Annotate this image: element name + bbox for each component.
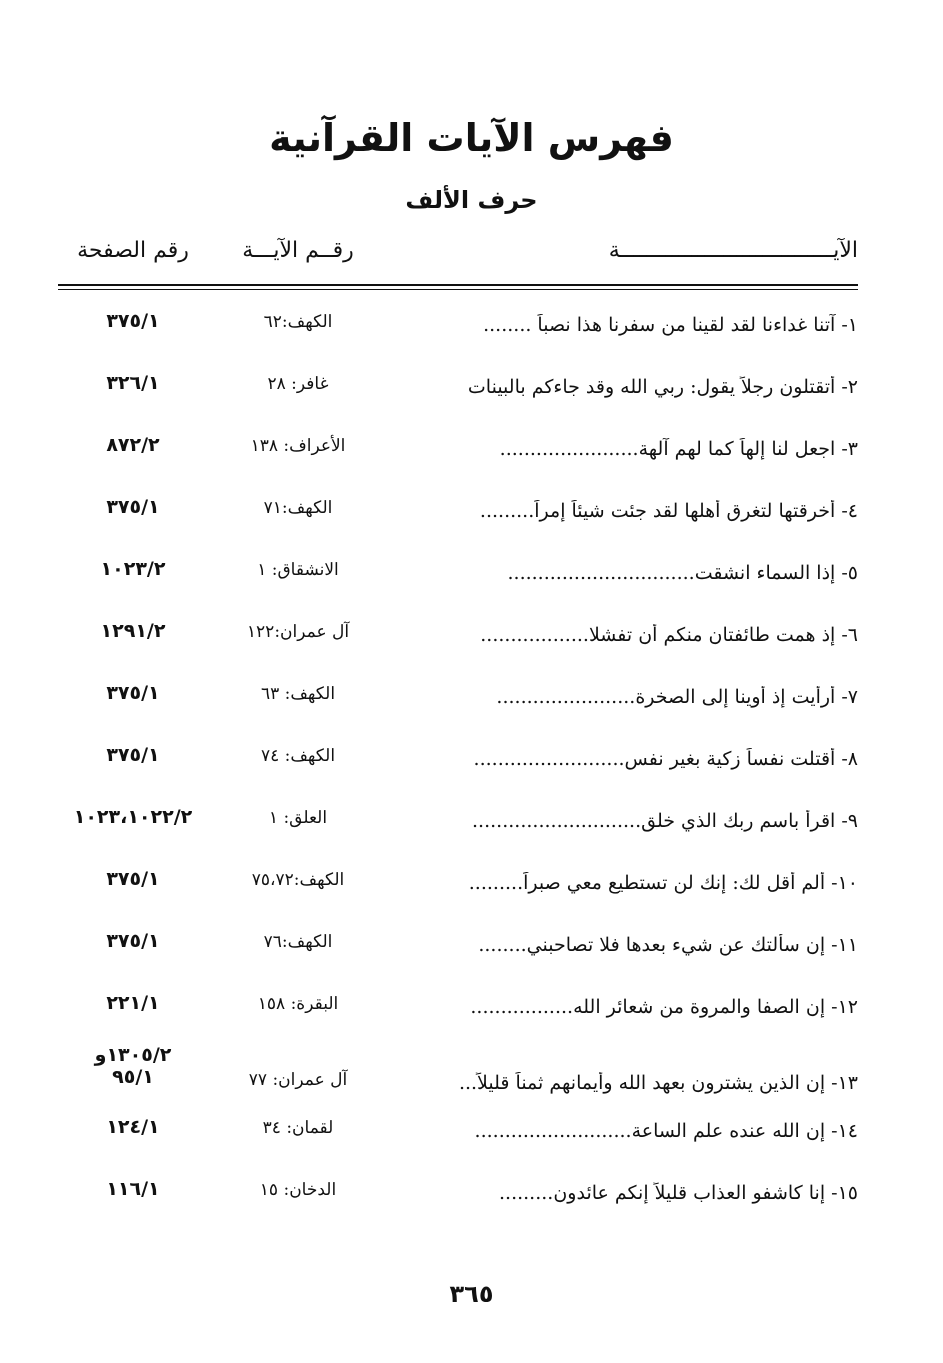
verse-reference: العلق: ١ [268,808,328,828]
table-row [58,678,858,740]
verse-reference: البقرة: ١٥٨ [257,994,339,1014]
verse-text: ١- آتنا غداءنا لقد لقينا من سفرنا هذا نصباً ........ [483,314,858,336]
page-reference: ٣٢٦/١ [106,372,160,394]
table-row [58,802,858,864]
verse-text: ١٠- ألم أقل لك: إنك لن تستطيع معي صبراً......... [468,872,858,894]
table-row [58,864,858,926]
page-reference: ٢٢١/١ [106,992,160,1014]
page-reference: ٣٧٥/١ [106,310,160,332]
verse-text: ١٤- إن الله عنده علم الساعة.......................... [474,1120,858,1142]
verse-reference: آل عمران: ٧٧ [248,1070,348,1090]
verse-text: ٩- اقرأ باسم ربك الذي خلق............................ [472,810,858,832]
verse-text: ٥- إذا السماء انشقت............................... [507,562,858,584]
table-row [58,554,858,616]
page-reference: ١٢٩١/٢ [100,620,166,642]
column-header-verse: الآيـــــــــــــــــــــــــــــــــة [608,238,858,263]
table-row [58,1112,858,1174]
page-reference: ١٢٤/١ [106,1116,160,1138]
verse-reference: الدخان: ١٥ [259,1180,337,1200]
verse-text: ١١- إن سألتك عن شيء بعدها فلا تصاحبني........ [478,934,858,956]
header-divider-thin [58,289,858,290]
page-reference: ٣٧٥/١ [106,744,160,766]
verse-reference: غافر: ٢٨ [267,374,329,394]
verse-reference: الكهف: ٦٣ [260,684,336,704]
column-header-verse-number: رقــم الآيـــة [242,238,354,263]
verse-reference: الكهف:٧٥،٧٢ [251,870,345,890]
verse-reference: الكهف:٧٦ [263,932,333,952]
column-header-page-number: رقم الصفحة [77,238,189,263]
page-reference: ١٠٢٣/٢ [100,558,166,580]
page-reference: ٣٧٥/١ [106,930,160,952]
page-reference: ١٣٠٥/٢و ٩٥/١ [94,1044,172,1088]
page-number: ٣٦٥ [449,1280,494,1308]
header-divider-thick [58,284,858,286]
verse-text: ٧- أرأيت إذ أوينا إلى الصخرة....................... [496,686,858,708]
verse-reference: الكهف:٦٢ [263,312,333,332]
verse-text: ١٢- إن الصفا والمروة من شعائر الله................. [470,996,858,1018]
page-reference: ٣٧٥/١ [106,868,160,890]
verse-text: ١٣- إن الذين يشترون بعهد الله وأيمانهم ثمناً قليلاً... [458,1072,858,1094]
verse-text: ٨- أقتلت نفساً زكية بغير نفس......................... [473,748,858,770]
verse-index-table [58,306,858,1236]
page-reference: ٨٧٢/٢ [106,434,160,456]
verse-reference: الكهف: ٧٤ [260,746,336,766]
verse-text: ٢- أتقتلون رجلاً يقول: ربي الله وقد جاءكم بالبينات [467,376,858,398]
table-header [58,238,858,278]
verse-reference: الكهف:٧١ [263,498,333,518]
verse-reference: لقمان: ٣٤ [262,1118,334,1138]
verse-text: ٣- اجعل لنا إلهاً كما لهم آلهة....................... [499,438,858,460]
verse-reference: الانشقاق: ١ [257,560,339,580]
table-row [58,492,858,554]
table-row [58,988,858,1050]
verse-text: ٦- إذ همت طائفتان منكم أن تفشلا.................. [480,624,858,646]
table-row [58,368,858,430]
table-row [58,430,858,492]
table-row [58,306,858,368]
page-reference: ٣٧٥/١ [106,682,160,704]
verse-reference: الأعراف: ١٣٨ [250,436,346,456]
table-row [58,740,858,802]
verse-text: ٤- أخرقتها لتغرق أهلها لقد جئت شيئاً إمراً......... [479,500,858,522]
table-row [58,1174,858,1236]
verse-reference: آل عمران:١٢٢ [246,622,350,642]
page-reference: ١٠٢٣،١٠٢٢/٢ [73,806,193,828]
verse-text: ١٥- إنا كاشفو العذاب قليلاً إنكم عائدون......... [498,1182,858,1204]
page-reference: ٣٧٥/١ [106,496,160,518]
table-row [58,926,858,988]
page-title: فهرس الآيات القرآنية [269,116,674,160]
table-row [58,1044,858,1112]
table-row [58,616,858,678]
page-reference: ١١٦/١ [106,1178,160,1200]
section-heading: حرف الألف [405,186,538,214]
